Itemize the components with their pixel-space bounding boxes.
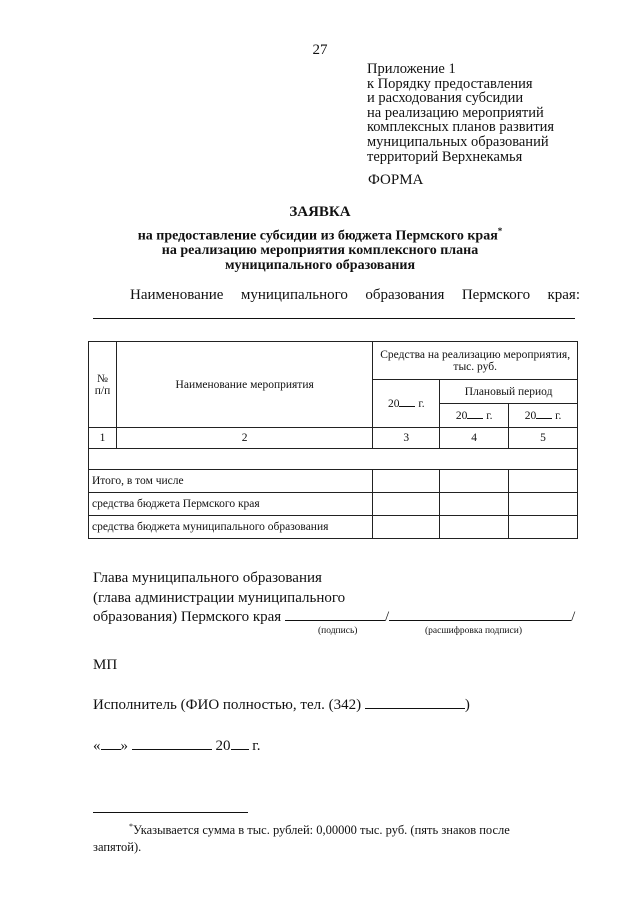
appendix-block — [367, 62, 554, 164]
signature-block: Глава муниципального образования (глава администрации муниципального образования) Пермского края / / — [93, 570, 576, 625]
footnote-separator — [93, 812, 248, 813]
col-number-1: 1 — [89, 428, 117, 449]
appendix-line: комплексных планов развития — [367, 119, 555, 136]
header-year-plan-1[interactable]: 20 г. — [440, 404, 509, 428]
appendix-line: на реализацию мероприятий — [367, 104, 544, 121]
page-number: 27 — [312, 42, 328, 58]
appendix-line: Приложение 1 — [367, 61, 456, 77]
appendix-line: территорий Верхнекамья — [367, 148, 523, 165]
form-label: ФОРМА — [368, 172, 424, 188]
row-label-municipal: средства бюджета муниципального образования — [89, 516, 373, 539]
value-cell[interactable] — [440, 516, 509, 539]
appendix-line: к Порядку предоставления — [367, 75, 533, 92]
table-row — [89, 493, 578, 516]
subtitle-line-2: на реализацию мероприятия комплексного плана — [161, 243, 479, 259]
signature-field[interactable] — [285, 608, 385, 621]
appendix-line: и расходования субсидии — [367, 90, 524, 107]
municipality-label: Наименование муниципального образования Пермского края: — [130, 287, 580, 303]
appendix-line: муниципальных образований — [367, 133, 549, 150]
phone-field[interactable] — [365, 696, 465, 709]
header-event-name: Наименование мероприятия — [116, 342, 372, 428]
subtitle-line-3: муниципального образования — [224, 257, 416, 273]
application-table — [88, 341, 578, 539]
document-subtitle — [60, 224, 580, 273]
value-cell[interactable] — [373, 516, 440, 539]
col-number-4: 4 — [440, 428, 509, 449]
col-number-2: 2 — [116, 428, 372, 449]
table-row — [89, 516, 578, 539]
footnote-line-1: Указывается сумма в тыс. рублей: 0,00000 тыс. руб. (пять знаков после — [133, 823, 510, 838]
executor-label: Исполнитель (ФИО полностью, тел. (342) — [93, 697, 362, 713]
value-cell[interactable] — [509, 493, 578, 516]
year-field[interactable] — [231, 737, 249, 750]
value-cell[interactable] — [373, 470, 440, 493]
table-row — [89, 470, 578, 493]
col-number-3: 3 — [373, 428, 440, 449]
signature-decode-field[interactable] — [389, 608, 571, 621]
row-label-total: Итого, в том числе — [89, 470, 373, 493]
stamp-label: МП — [93, 657, 118, 673]
value-cell[interactable] — [440, 470, 509, 493]
signature-line-1: Глава муниципального образования — [93, 570, 322, 586]
header-number: № п/п — [89, 342, 117, 428]
document-title: ЗАЯВКА — [289, 204, 351, 220]
decode-caption: (расшифровка подписи) — [425, 626, 522, 636]
subtitle-line-1: на предоставление субсидии из бюджета Пермского края — [137, 228, 498, 244]
signature-caption: (подпись) — [318, 626, 358, 636]
footnote — [93, 818, 583, 856]
footnote-asterisk: * — [129, 822, 133, 831]
value-cell[interactable] — [509, 516, 578, 539]
value-cell[interactable] — [509, 470, 578, 493]
day-field[interactable] — [101, 737, 121, 750]
header-funds: Средства на реализацию мероприятия, тыс. руб. — [373, 342, 578, 380]
municipality-input-line[interactable] — [93, 318, 575, 319]
signature-line-2: (глава администрации муниципального — [93, 589, 346, 606]
executor-line: Исполнитель (ФИО полностью, тел. (342) ) — [93, 697, 470, 713]
value-cell[interactable] — [440, 493, 509, 516]
footnote-line-2: запятой). — [93, 840, 142, 855]
row-label-regional: средства бюджета Пермского края — [89, 493, 373, 516]
table-row-empty — [89, 449, 578, 470]
footnote-mark: * — [497, 226, 503, 236]
col-number-5: 5 — [509, 428, 578, 449]
empty-cell[interactable] — [89, 449, 578, 470]
date-line: « » 20 г. — [93, 738, 261, 754]
month-field[interactable] — [132, 737, 212, 750]
header-year-current[interactable]: 20 г. — [373, 380, 440, 428]
value-cell[interactable] — [373, 493, 440, 516]
signature-line-3: образования) Пермского края — [93, 609, 282, 625]
header-plan-period: Плановый период — [440, 380, 578, 404]
header-year-plan-2[interactable]: 20 г. — [509, 404, 578, 428]
